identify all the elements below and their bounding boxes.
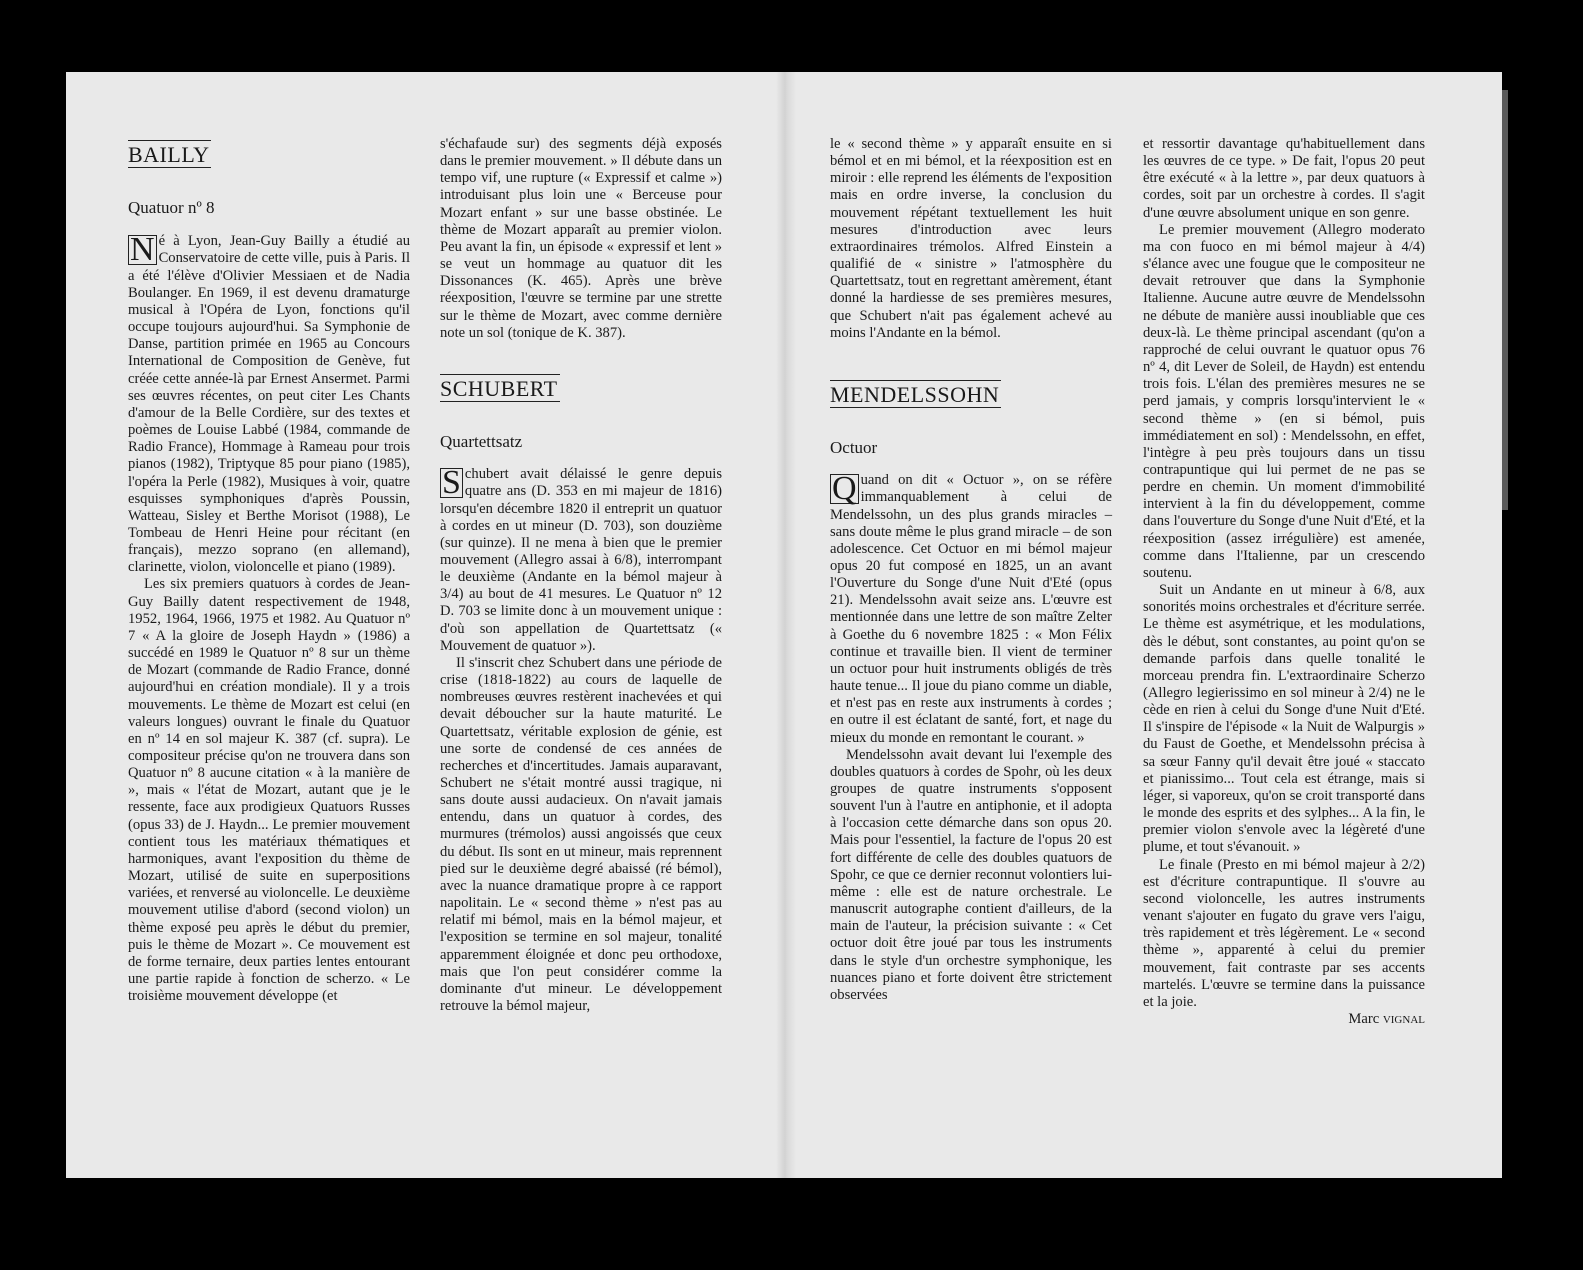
column-4 bbox=[1143, 136, 1425, 1029]
schubert-paragraph-1: S chubert avait délaissé le genre depuis quatre ans (D. 353 en mi majeur de 1816) lorsqu'en décembre 1820 il entreprit un quatuor à cordes en ut mineur (D. 703), son douzième (sur quinze). Il ne mena à bien que le premier mouvement (Allegro assai à 6/8), interrompant le deuxième (Andante en la bémol majeur à 3/4) au bout de 41 mesures. Le Quatuor nº 12 D. 703 se limite donc à un mouvement unique : d'où son appellation de Quartettsatz (« Mouvement de quatuor »). bbox=[440, 464, 722, 654]
mendelssohn-work-title: Octuor bbox=[830, 438, 878, 458]
bailly-work-title: Quatuor nº 8 bbox=[128, 198, 215, 218]
bailly-paragraph-3: s'échafaude sur) des segments déjà exposés dans le premier mouvement. » Il débute dans un tempo vif, une rupture (« Expressif et calme ») introduisant plus loin une « Berceuse pour Mozart enfant » sur une basse obstinée. Le thème de Mozart apparaît au premier violon. Peu avant la fin, un épisode « expressif et lent » se veut un hommage au quatuor dit les Dissonances (K. 465). Après une brève réexposition, l'œuvre se termine par une strette sur le thème de Mozart, avec comme dernière note un sol (tonique de K. 387). bbox=[440, 136, 722, 341]
schubert-work-title: Quartettsatz bbox=[440, 432, 523, 452]
mendelssohn-paragraph-6: Le finale (Presto en mi bémol majeur à 2/2) est d'écriture contrapuntique. Il s'ouvre au second violoncelle, les autres instruments venant s'ajouter en fugato du grave vers l'aigu, très rapidement et très légèrement. Le « second thème », apparenté à celui du premier mouvement, fait contraste par ses accents martelés. L'œuvre se termine dans la puissance et la joie. bbox=[1143, 856, 1425, 1010]
mendelssohn-heading: MENDELSSOHN bbox=[830, 381, 1000, 407]
mendelssohn-paragraph-1: Q uand on dit « Octuor », on se réfère immanquablement à celui de Mendelssohn, un des plus grands miracles – sans doute même le plus grand miracle – de son adolescence. Cet Octuor en mi bémol majeur opus 20 fut composé en 1825, un an avant l'Ouverture du Songe d'une Nuit d'Eté (opus 21). Mendelssohn avait seize ans. L'œuvre est mentionnée dans une lettre de son maître Zelter à Goethe du 6 novembre 1825 : « Mon Félix continue et travaille bien. Il vient de terminer un octuor pour huit instruments obligés de très haute tenue... Il joue du piano comme un diable, et n'est pas en reste aux instruments à cordes ; en outre il est éclatant de santé, fort, et nage du mieux du monde en remontant le courant. » bbox=[830, 470, 1112, 746]
schubert-drop-cap: S bbox=[442, 464, 461, 502]
bailly-heading: BAILLY bbox=[128, 142, 210, 167]
mendelssohn-paragraph-3: et ressortir davantage qu'habituellement dans les œuvres de ce type. » De fait, l'opus 20 peut être exécuté « à la lettre », par deux quatuors à cordes, soit par un orchestre à cordes. Il s'agit d'une œuvre absolument unique en son genre. bbox=[1143, 136, 1425, 221]
author-signature: Marc VIGNAL bbox=[1348, 1010, 1425, 1027]
schubert-paragraph-2: Il s'inscrit chez Schubert dans une période de crise (1818-1822) au cours de laquelle de nombreuses œuvres restèrent inachevées et qui devait déboucher sur la haute maturité. Le Quartettsatz, véritable explosion de génie, est une sorte de condensé de ces années de recherches et d'incertitudes. Jamais auparavant, Schubert ne s'était montré aussi tragique, ni sans doute aussi audacieux. On n'avait jamais entendu, dans un quatuor à cordes, des murmures (trémolos) aussi angoissés que ceux du début. Ils sont en ut mineur, mais reprennent pied sur le deuxième degré abaissé (ré bémol), avec la nuance dramatique propre à ce rapport napolitain. Le « second thème » n'est pas au relatif mi bémol, mais en la bémol majeur, et l'exposition se termine en sol majeur, tonalité apparemment éloignée et donc peu orthodoxe, mais que l'on peut considérer comme la dominante d'ut mineur. Le développement retrouve la bémol majeur, bbox=[440, 654, 722, 1015]
mendelssohn-paragraph-4: Le premier mouvement (Allegro moderato ma con fuoco en mi bémol majeur à 4/4) s'élance avec une fougue que le compositeur ne devait retrouver que dans la Symphonie Italienne. Aucune autre œuvre de Mendelssohn ne débute de manière aussi inoubliable que ces deux-là. Le thème principal ascendant (qu'on a rapproché de celui ouvrant le quatuor opus 76 nº 4, dit Lever de Soleil, de Haydn) est entendu trois fois. L'élan des premières mesures ne se perd jamais, y compris lorsqu'intervient le « second thème » (en si bémol, puis immédiatement en sol) : Mendelssohn, en effet, l'intègre à peu près toujours dans un tissu contrapuntique qui lui permet de ne pas se perdre en chemin. Un moment d'immobilité intervient à la fin du développement, comme dans l'ouverture du Songe d'une Nuit d'Eté, et la réexposition (assez irrégulière) est amenée, comme dans l'Italienne, par un crescendo soutenu. bbox=[1143, 221, 1425, 581]
page-edge bbox=[1502, 90, 1508, 510]
column-1 bbox=[128, 140, 410, 1005]
mendelssohn-drop-cap: Q bbox=[832, 470, 857, 508]
book-gutter bbox=[776, 72, 796, 1178]
column-3 bbox=[830, 136, 1112, 1004]
bailly-paragraph-1: N é à Lyon, Jean-Guy Bailly a étudié au Conservatoire de cette ville, puis à Paris. Il a été l'élève d'Olivier Messiaen et de Nadia Boulanger. En 1969, il est devenu dramaturge musical à l'Opéra de Lyon, fonctions qu'il occupe toujours aujourd'hui. Sa Symphonie de Danse, partition primée en 1965 au Concours International de Composition de Genève, fut créée cette année-là par Ernest Ansermet. Parmi ses œuvres récentes, on peut citer Les Chants d'amour de la Belle Cordière, sur des textes et poèmes de Louise Labbé (1984, commande de Radio France), Hommage à Rameau pour trois pianos (1982), Triptyque 85 pour piano (1985), l'opéra la Perle (1982), Musiques à voir, quatre esquisses symphoniques d'après Poussin, Watteau, Sisley et Berthe Morisot (1988), Le Tombeau de Henri Heine pour récitant (en français), mezzo soprano (en allemand), clarinette, violon, violoncelle et piano (1989). bbox=[128, 231, 410, 576]
schubert-paragraph-3: le « second thème » y apparaît ensuite en si bémol et en mi bémol, et la réexposition est en miroir : elle reprend les éléments de l'exposition mais en ordre inverse, la conclusion du mouvement répétant textuellement les huit mesures d'introduction avec leurs extraordinaires trémolos. Alfred Einstein a qualifié de « sinistre » l'atmosphère du Quartettsatz, tout en regrettant amèrement, étant donné la hardiesse de ses premières mesures, que Schubert n'ait pas également achevé au moins l'Andante en la bémol. bbox=[830, 136, 1112, 341]
bailly-drop-cap: N bbox=[130, 231, 155, 269]
schubert-heading: SCHUBERT bbox=[440, 375, 558, 401]
bailly-paragraph-2: Les six premiers quatuors à cordes de Jean-Guy Bailly datent respectivement de 1948, 1952, 1964, 1966, 1975 et 1982. Au Quatuor nº 7 « A la gloire de Joseph Haydn » (1986) a succédé en 1989 le Quatuor nº 8 sur un thème de Mozart (commande de Radio France, donné aujourd'hui en création mondiale). Il y a trois mouvements. Le thème de Mozart est celui (en valeurs longues) ouvrant le finale du Quatuor en nº 14 en sol majeur K. 387 (cf. supra). Le compositeur précise qu'on ne trouvera dans son Quatuor nº 8 aucune citation « à la manière de », mais « l'état de Mozart, autant que je le ressente, face aux prodigieux Quatuors Russes (opus 33) de J. Haydn... Le premier mouvement contient tous les matériaux thématiques et harmoniques, avant l'exposition du thème de Mozart, utilisé de suite en superpositions variées, et renversé au violoncelle. Le deuxième mouvement utilise d'abord (second violon) un thème exposé peu après le début du premier, puis le thème de Mozart ». Ce mouvement est de forme ternaire, deux parties lentes entourant une partie rapide à fonction de scherzo. « Le troisième mouvement développe (et bbox=[128, 576, 410, 1005]
mendelssohn-paragraph-2: Mendelssohn avait devant lui l'exemple des doubles quatuors à cordes de Spohr, où les deux groupes de quatre instruments s'opposent souvent l'un à l'autre en antiphonie, et il adopta à l'occasion cette démarche dans son opus 20. Mais pour l'essentiel, la facture de l'opus 20 est fort différente de celle des doubles quatuors de Spohr, ce que ce dernier reconnut volontiers lui-même : elle est de nature orchestrale. Le manuscrit autographe contient d'ailleurs, de la main de l'auteur, la précision suivante : « Cet octuor doit être joué par tous les instruments dans le style d'un orchestre symphonique, les nuances piano et forte doivent être strictement observées bbox=[830, 746, 1112, 1003]
mendelssohn-paragraph-5: Suit un Andante en ut mineur à 6/8, aux sonorités moins orchestrales et d'écriture serrée. Le thème est asymétrique, et les modulations, dès le début, sont constantes, au point qu'on se demande parfois dans quelle tonalité le morceau prendra fin. L'extraordinaire Scherzo (Allegro legierissimo en sol mineur à 2/4) ne le cède en rien à celui du Songe d'une Nuit d'Eté. Il s'inspire de l'épisode « la Nuit de Walpurgis » du Faust de Goethe, et Mendelssohn précisa à sa sœur Fanny qu'il devait être joué « staccato et pianissimo... Tout cela est étrange, mais si léger, si vaporeux, qu'on se croit transporté dans le monde des esprits et des sylphes... A la fin, le premier violon s'envole avec la légèreté d'une plume, et tout s'évanouit. » bbox=[1143, 582, 1425, 856]
column-2 bbox=[440, 136, 722, 1015]
